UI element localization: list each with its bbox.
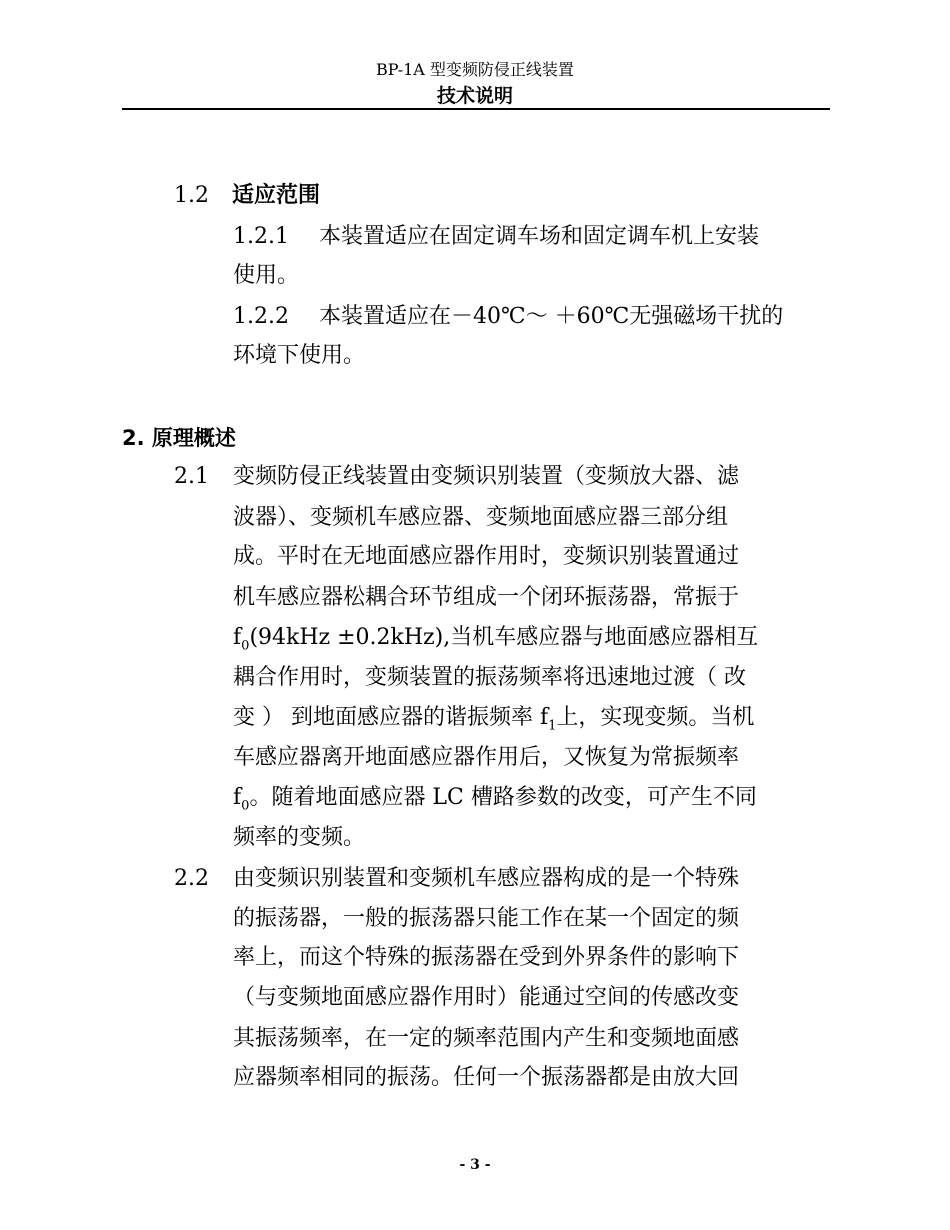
section-number: 1.2 [174, 183, 209, 208]
para-2-1-line3: 成。平时在无地面感应器作用时，变频识别装置通过 [233, 544, 740, 569]
freq-subscript: 1 [548, 718, 557, 734]
para-text: 变频防侵正线装置由变频识别装置（变频放大器、滤 [233, 464, 740, 489]
para-2-1-line1 [174, 463, 739, 491]
para-2-1-line2: 波器）、变频机车感应器、变频地面感应器三部分组 [233, 505, 729, 530]
para-2-1-line5 [233, 624, 758, 652]
para-text: 由变频识别装置和变频机车感应器构成的是一个特殊 [233, 866, 740, 891]
para-2-2-line1 [174, 865, 739, 893]
para-2-1-line7 [233, 704, 754, 732]
item-1-2-1-line2: 使用。 [233, 263, 300, 288]
header-divider [122, 108, 830, 110]
section-2-heading: 2. 原理概述 [122, 426, 236, 450]
item-number: 1.2.2 [233, 304, 289, 329]
para-2-2-line5: 其振荡频率，在一定的频率范围内产生和变频地面感 [233, 1026, 740, 1051]
para-text: 变 ） 到地面感应器的谐振频率 f [233, 705, 549, 730]
para-2-2-line4: （与变频地面感应器作用时）能通过空间的传感改变 [233, 985, 740, 1010]
item-text: 本装置适应在固定调车场和固定调车机上安装 [319, 224, 760, 249]
header-document-name: BP-1A 型变频防侵正线装置 [376, 60, 574, 79]
header-title: 技术说明 [436, 85, 513, 107]
para-2-2-line2: 的振荡器，一般的振荡器只能工作在某一个固定的频 [233, 906, 740, 931]
item-1-2-2-line2: 环境下使用。 [233, 343, 366, 368]
section-title: 适应范围 [232, 183, 321, 208]
para-number: 2.1 [174, 464, 209, 489]
para-text: 。随着地面感应器 LC 槽路参数的改变，可产生不同 [249, 785, 757, 810]
para-2-1-line8: 车感应器离开地面感应器作用后，又恢复为常振频率 [233, 745, 740, 770]
para-2-2-line3: 率上，而这个特殊的振荡器在受到外界条件的影响下 [233, 945, 740, 970]
section-1-2-heading [174, 182, 320, 210]
item-text: 本装置适应在－40℃～ ＋60℃无强磁场干扰的 [319, 304, 784, 329]
freq-symbol: f [233, 785, 242, 810]
para-number: 2.2 [174, 866, 209, 891]
item-1-2-2-line1 [233, 303, 783, 331]
item-1-2-1-line1 [233, 223, 759, 251]
freq-symbol: f [233, 625, 242, 650]
para-text: 上，实现变频。当机 [556, 705, 755, 730]
freq-subscript: 0 [241, 638, 250, 654]
page-number: - 3 - [459, 1157, 491, 1173]
para-2-1-line4: 机车感应器松耦合环节组成一个闭环振荡器，常振于 [233, 585, 740, 610]
freq-subscript: 0 [241, 798, 250, 814]
para-text: (94kHz ±0.2kHz),当机车感应器与地面感应器相互 [249, 625, 759, 650]
para-2-1-line9 [233, 784, 757, 812]
para-2-1-line6: 耦合作用时，变频装置的振荡频率将迅速地过渡（ 改 [233, 665, 746, 690]
para-2-2-line6: 应器频率相同的振荡。任何一个振荡器都是由放大回 [233, 1065, 740, 1090]
item-number: 1.2.1 [233, 224, 289, 249]
para-2-1-line10: 频率的变频。 [233, 825, 366, 850]
